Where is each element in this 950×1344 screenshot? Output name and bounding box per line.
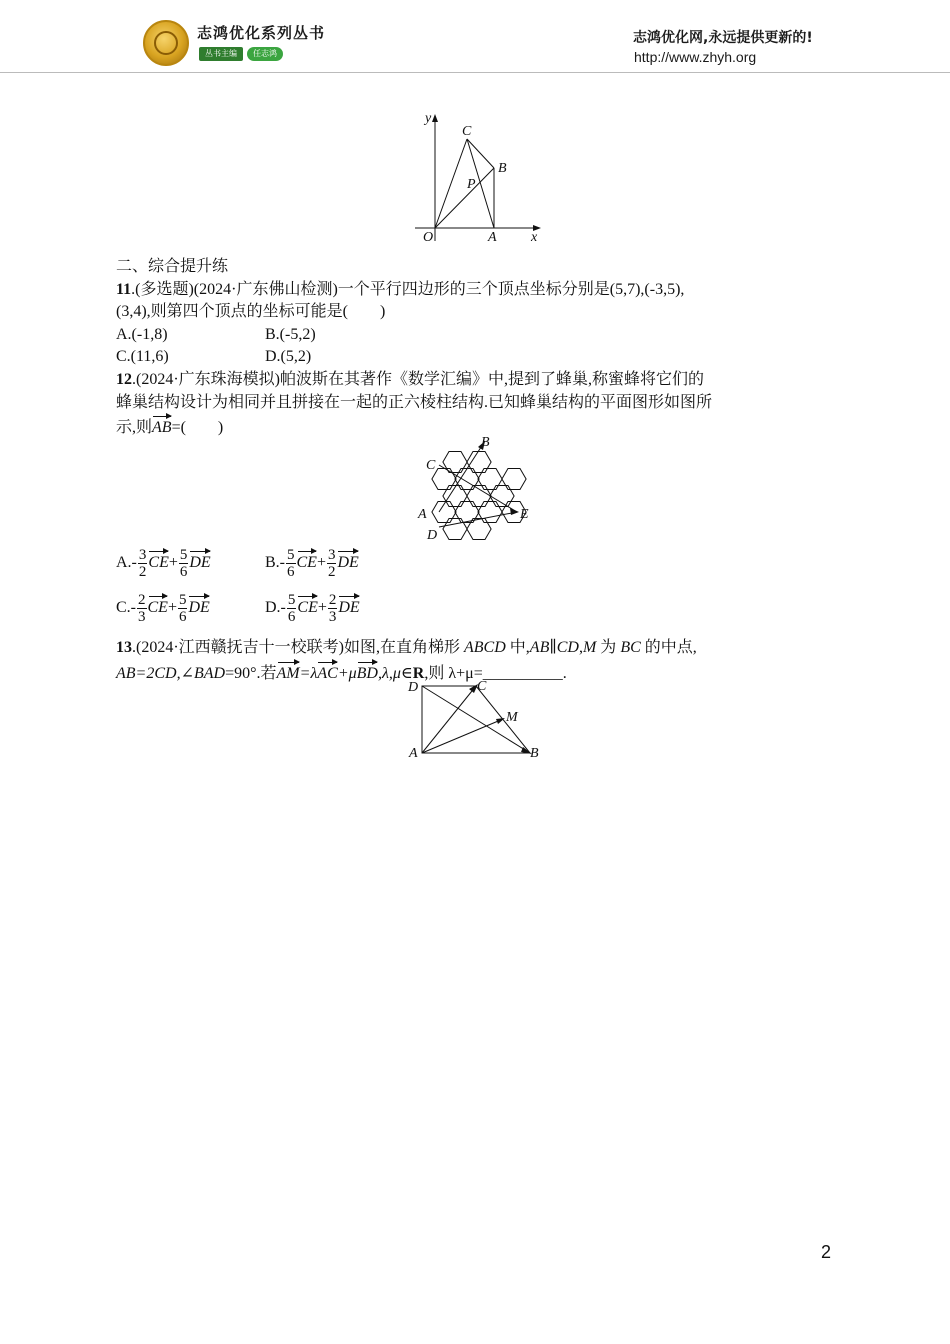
q11-number: 11	[116, 281, 132, 298]
q13-text-mid1: 中,	[505, 639, 530, 656]
fig2-label-c: C	[426, 458, 436, 473]
q13-number: 13	[116, 639, 132, 656]
q13-line1	[116, 637, 697, 659]
q12-a-frac1	[138, 547, 148, 580]
fig1-label-y: y	[425, 111, 432, 126]
q12-a-f2-num: 5	[179, 547, 188, 563]
q12-number: 12	[116, 371, 132, 388]
honeycomb-cell	[443, 486, 467, 507]
q13-angle: ∠BAD	[180, 665, 226, 682]
q12-line1	[116, 369, 704, 391]
fig1-label-b: B	[498, 161, 507, 176]
q12-c-f1-num: 2	[138, 592, 146, 608]
site-url[interactable]: http://www.zhyh.org	[634, 49, 757, 65]
slogan: 志鸿优化网,永远提供更新的!	[633, 30, 813, 46]
q11-line1	[116, 279, 684, 301]
q12-option-c[interactable]	[116, 592, 210, 625]
fig1-label-x: x	[531, 230, 538, 245]
honeycomb-cell	[455, 469, 479, 490]
vector-am: AM	[277, 661, 300, 685]
q13-r: R	[412, 665, 425, 682]
fig3-label-c: C	[477, 679, 487, 694]
q12-b-vec1: CE	[297, 550, 317, 574]
q13-text-end: 的中点,	[640, 639, 697, 656]
q12-d-vec2: DE	[338, 595, 359, 619]
editor-label: 丛书主编	[199, 47, 243, 61]
fig2-label-d: D	[427, 528, 438, 543]
vector-bd: BD	[357, 661, 378, 685]
q12-c-vec2: DE	[188, 595, 209, 619]
q12-a-vec2: DE	[189, 550, 210, 574]
figure-honeycomb	[415, 433, 540, 545]
q12-b-f1-den: 6	[287, 564, 295, 580]
q12-c-plus: +	[167, 599, 177, 617]
q12-a-f1-num: 3	[138, 547, 147, 563]
q12-b-prefix: B.-	[265, 554, 285, 572]
q12-c-frac2	[178, 592, 188, 625]
q12-c-f2-num: 5	[178, 592, 187, 608]
q13-bc: BC	[620, 639, 641, 656]
vector-ab: AB	[152, 415, 172, 439]
q11-text1: .(多选题)(2024·广东佛山检测)一个平行四边形的三个顶点坐标分别是(5,7),(-3,5),	[131, 281, 685, 298]
q12-d-f1-den: 6	[287, 609, 296, 625]
page-number: 2	[821, 1242, 832, 1262]
q12-d-f1-num: 5	[287, 592, 296, 608]
q12-c-f2-den: 6	[178, 609, 187, 625]
honeycomb-cell	[478, 502, 502, 523]
q12-d-prefix: D.-	[265, 599, 286, 617]
q11-option-a[interactable]: A.(-1,8)	[116, 326, 168, 343]
q12-a-f1-den: 2	[138, 564, 147, 580]
header-divider	[0, 72, 950, 73]
q12-line2: 蜂巢结构设计为相同并且拼接在一起的正六棱柱结构.已知蜂巢结构的平面图形如图所	[116, 394, 713, 411]
fig2-label-b: B	[481, 435, 490, 450]
q13-cd: CD	[556, 639, 579, 656]
fig3-label-b: B	[530, 746, 539, 761]
figure-trapezoid	[405, 677, 545, 763]
q12-line3	[116, 415, 223, 439]
honeycomb-cell	[467, 519, 491, 540]
q12-d-frac1	[287, 592, 297, 625]
q12-text3-post: =( )	[171, 419, 224, 436]
q13-parallel: ∥	[549, 639, 557, 656]
q12-c-f1-den: 3	[138, 609, 146, 625]
q12-d-f2-den: 3	[328, 609, 337, 625]
q12-a-plus: +	[168, 554, 178, 572]
q12-b-f2-num: 3	[327, 547, 336, 563]
honeycomb-cell	[467, 452, 491, 473]
fig1-label-a: A	[488, 230, 497, 245]
section-title: 二、综合提升练	[116, 258, 229, 275]
q12-b-frac2	[327, 547, 337, 580]
q13-ab2cd: AB=2CD,	[116, 665, 181, 682]
q13-comma: ,	[578, 639, 583, 656]
fig3-label-m: M	[506, 710, 518, 725]
honeycomb-cell	[502, 469, 526, 490]
honeycomb-cell	[432, 469, 456, 490]
fig3-label-a: A	[409, 746, 418, 761]
q12-b-plus: +	[316, 554, 326, 572]
fig1-label-o: O	[423, 230, 434, 245]
honeycomb-cell	[455, 502, 479, 523]
q12-d-plus: +	[317, 599, 327, 617]
q13-tail: ,λ,μ∈	[377, 665, 413, 682]
q12-text3-pre: 示,则	[116, 419, 153, 436]
fig2-label-e: E	[520, 507, 529, 522]
fig2-label-a: A	[418, 507, 427, 522]
honeycomb-cell	[478, 469, 502, 490]
q11-option-c[interactable]: C.(11,6)	[116, 348, 169, 365]
q12-option-d[interactable]	[265, 592, 360, 625]
q12-c-vec1: CE	[148, 595, 168, 619]
q12-text1: .(2024·广东珠海模拟)帕波斯在其著作《数学汇编》中,提到了蜂巢,称蜜蜂将它们的	[132, 371, 704, 388]
fig1-label-p: P	[467, 177, 476, 192]
fig3-label-d: D	[408, 680, 419, 695]
fig1-label-c: C	[462, 124, 472, 139]
q13-ab: AB	[529, 639, 550, 656]
editor-name: 任志鸿	[247, 47, 283, 61]
q13-ask[interactable]: ,则 λ+μ=__________.	[424, 665, 567, 682]
q13-text-mid2: 为	[596, 639, 621, 656]
q13-eq-lambda: =λ	[299, 665, 318, 682]
q12-option-b[interactable]	[265, 547, 359, 580]
q12-a-prefix: A.-	[116, 554, 137, 572]
q12-d-f2-num: 2	[328, 592, 337, 608]
q12-d-vec1: CE	[297, 595, 317, 619]
q13-m: M	[582, 639, 597, 656]
vector-ac: AC	[317, 661, 337, 685]
q11-option-d[interactable]: D.(5,2)	[265, 348, 312, 365]
q12-b-vec2: DE	[337, 550, 358, 574]
q11-option-b[interactable]: B.(-5,2)	[265, 326, 316, 343]
q12-option-a[interactable]	[116, 547, 211, 580]
series-title: 志鸿优化系列丛书	[197, 24, 326, 42]
q12-a-frac2	[179, 547, 189, 580]
q13-text-pre: .(2024·江西赣抚吉十一校联考)如图,在直角梯形	[132, 639, 464, 656]
q12-a-vec1: CE	[148, 550, 168, 574]
q11-line2: (3,4),则第四个顶点的坐标可能是( )	[116, 303, 386, 320]
q12-c-frac1	[137, 592, 147, 625]
q12-b-f2-den: 2	[327, 564, 336, 580]
q13-plus-mu: +μ	[337, 665, 357, 682]
q13-abcd: ABCD	[464, 639, 506, 656]
q12-b-frac1	[286, 547, 296, 580]
honeycomb-cell	[443, 519, 467, 540]
q12-b-f1-num: 5	[287, 547, 295, 563]
q12-a-f2-den: 6	[179, 564, 188, 580]
series-logo	[143, 20, 189, 66]
q12-c-prefix: C.-	[116, 599, 136, 617]
q12-d-frac2	[328, 592, 338, 625]
figure-coordinate	[405, 108, 550, 248]
q13-deg: =90°.若	[225, 665, 277, 682]
